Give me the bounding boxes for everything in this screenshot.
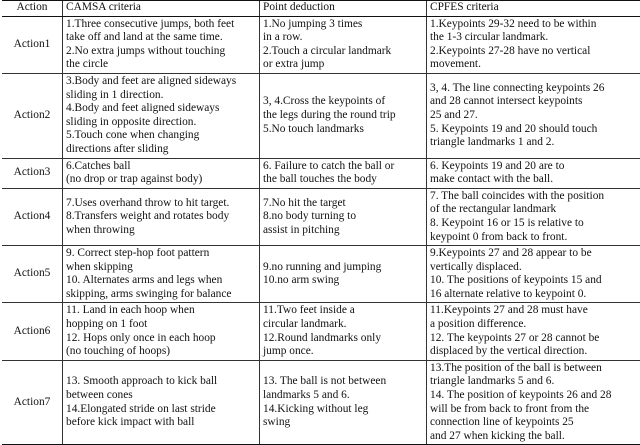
cpfes-line: keypoint 0 from back to front.	[430, 231, 640, 245]
cpfes-line: and 27 when kicking the ball.	[430, 430, 640, 444]
table-row	[2, 158, 640, 188]
cpfes-cell	[427, 158, 640, 188]
cpfes-line: 2.Keypoints 27-28 have no vertical	[430, 45, 640, 59]
table-row	[2, 246, 640, 303]
deduction-cell	[260, 188, 427, 245]
deduction-line: assist in pitching	[263, 224, 423, 238]
camsa-cell	[63, 188, 260, 245]
camsa-line: sliding in 1 direction.	[66, 89, 256, 103]
cpfes-line: 5. Keypoints 19 and 20 should touch	[430, 123, 640, 137]
camsa-line: take off and land at the same time.	[66, 31, 256, 45]
cpfes-line: 13.The position of the ball is between	[430, 362, 640, 376]
deduction-line: in a row.	[263, 31, 423, 45]
action-cell: Action4	[2, 188, 63, 245]
cpfes-line: 25 and 27.	[430, 109, 640, 123]
table-header	[2, 1, 640, 17]
camsa-line: 14.Elongated stride on last stride	[66, 403, 256, 417]
deduction-cell	[260, 360, 427, 445]
deduction-line: the legs during the round trip	[263, 109, 423, 123]
camsa-line: skipping, arms swinging for balance	[66, 288, 256, 302]
deduction-line: circular landmark.	[263, 318, 423, 332]
cpfes-line: triangle landmarks 1 and 2.	[430, 136, 640, 150]
camsa-line: 4.Body and feet aligned sideways	[66, 102, 256, 116]
cpfes-line: 7. The ball coincides with the position	[430, 190, 640, 204]
deduction-cell	[260, 73, 427, 158]
deduction-cell	[260, 16, 427, 73]
camsa-cell	[63, 246, 260, 303]
camsa-line: 8.Transfers weight and rotates body	[66, 210, 256, 224]
cpfes-line: 1.Keypoints 29-32 need to be within	[430, 18, 640, 32]
deduction-line: 13. The ball is not between	[263, 375, 423, 389]
camsa-cell	[63, 158, 260, 188]
deduction-cell	[260, 303, 427, 360]
cpfes-line: displaced by the vertical direction.	[430, 345, 640, 359]
camsa-line: when throwing	[66, 224, 256, 238]
camsa-line: 7.Uses overhand throw to hit target.	[66, 197, 256, 211]
cpfes-line: of the rectangular landmark	[430, 203, 640, 217]
action-cell: Action6	[2, 303, 63, 360]
camsa-line: 6.Catches ball	[66, 160, 256, 174]
deduction-line: 1.No jumping 3 times	[263, 18, 423, 32]
header-camsa: CAMSA criteria	[63, 1, 260, 17]
deduction-line: 8.no body turning to	[263, 210, 423, 224]
criteria-table	[2, 0, 640, 445]
header-cpfes: CPFES criteria	[427, 1, 640, 17]
deduction-line: 5.No touch landmarks	[263, 123, 423, 137]
camsa-line: before kick impact with ball	[66, 416, 256, 430]
deduction-line: the ball touches the body	[263, 173, 423, 187]
cpfes-line: 3, 4. The line connecting keypoints 26	[430, 82, 640, 96]
camsa-line: 5.Touch cone when changing	[66, 129, 256, 143]
cpfes-line: the 1-3 circular landmark.	[430, 31, 640, 45]
camsa-line: hopping on 1 foot	[66, 318, 256, 332]
cpfes-line: 11.Keypoints 27 and 28 must have	[430, 304, 640, 318]
camsa-line: sliding in opposite direction.	[66, 116, 256, 130]
deduction-line: 7.No hit the target	[263, 197, 423, 211]
deduction-line: 2.Touch a circular landmark	[263, 45, 423, 59]
cpfes-cell	[427, 360, 640, 445]
header-row	[2, 1, 640, 17]
deduction-cell	[260, 158, 427, 188]
cpfes-line: 10. The positions of keypoints 15 and	[430, 274, 640, 288]
camsa-line: 13. Smooth approach to kick ball	[66, 375, 256, 389]
camsa-line: directions after sliding	[66, 143, 256, 157]
cpfes-line: 6. Keypoints 19 and 20 are to	[430, 160, 640, 174]
table-body	[2, 16, 640, 445]
camsa-line: between cones	[66, 389, 256, 403]
action-cell: Action1	[2, 16, 63, 73]
camsa-cell	[63, 360, 260, 445]
camsa-cell	[63, 73, 260, 158]
camsa-line: 11. Land in each hoop when	[66, 304, 256, 318]
deduction-cell	[260, 246, 427, 303]
cpfes-line: triangle landmarks 5 and 6.	[430, 375, 640, 389]
deduction-line: landmarks 5 and 6.	[263, 389, 423, 403]
deduction-line: 11.Two feet inside a	[263, 304, 423, 318]
action-cell: Action2	[2, 73, 63, 158]
cpfes-cell	[427, 188, 640, 245]
deduction-line: jump once.	[263, 345, 423, 359]
table-row	[2, 188, 640, 245]
camsa-line: 9. Correct step-hop foot pattern	[66, 247, 256, 261]
table-row	[2, 303, 640, 360]
deduction-line: 10.no arm swing	[263, 274, 423, 288]
deduction-line: swing	[263, 416, 423, 430]
cpfes-cell	[427, 246, 640, 303]
action-cell: Action5	[2, 246, 63, 303]
cpfes-cell	[427, 73, 640, 158]
cpfes-line: 12. The keypoints 27 or 28 cannot be	[430, 332, 640, 346]
action-cell: Action3	[2, 158, 63, 188]
cpfes-line: vertically displaced.	[430, 261, 640, 275]
camsa-line: 1.Three consecutive jumps, both feet	[66, 18, 256, 32]
deduction-line: 6. Failure to catch the ball or	[263, 160, 423, 174]
deduction-line: 3, 4.Cross the keypoints of	[263, 95, 423, 109]
cpfes-line: will be from back to front from the	[430, 403, 640, 417]
camsa-line: 2.No extra jumps without touching	[66, 45, 256, 59]
table-row	[2, 73, 640, 158]
camsa-line: 10. Alternates arms and legs when	[66, 274, 256, 288]
action-cell: Action7	[2, 360, 63, 445]
cpfes-line: movement.	[430, 58, 640, 72]
table-row	[2, 16, 640, 73]
camsa-cell	[63, 303, 260, 360]
header-action: Action	[2, 1, 63, 17]
camsa-line: (no drop or trap against body)	[66, 173, 256, 187]
cpfes-line: and 28 cannot intersect keypoints	[430, 95, 640, 109]
cpfes-line: connection line of keypoints 25	[430, 416, 640, 430]
camsa-line: when skipping	[66, 261, 256, 275]
camsa-line: the circle	[66, 58, 256, 72]
cpfes-line: make contact with the ball.	[430, 173, 640, 187]
deduction-line: 12.Round landmarks only	[263, 332, 423, 346]
header-deduction: Point deduction	[260, 1, 427, 17]
cpfes-line: 8. Keypoint 16 or 15 is relative to	[430, 217, 640, 231]
cpfes-line: 14. The position of keypoints 26 and 28	[430, 389, 640, 403]
camsa-line: 3.Body and feet are aligned sideways	[66, 75, 256, 89]
camsa-line: 12. Hops only once in each hoop	[66, 332, 256, 346]
cpfes-line: a position difference.	[430, 318, 640, 332]
camsa-cell	[63, 16, 260, 73]
deduction-line: 9.no running and jumping	[263, 261, 423, 275]
cpfes-cell	[427, 16, 640, 73]
cpfes-cell	[427, 303, 640, 360]
deduction-line: 14.Kicking without leg	[263, 403, 423, 417]
camsa-line: (no touching of hoops)	[66, 345, 256, 359]
cpfes-line: 16 alternate relative to keypoint 0.	[430, 288, 640, 302]
cpfes-line: 9.Keypoints 27 and 28 appear to be	[430, 247, 640, 261]
table-row	[2, 360, 640, 445]
deduction-line: or extra jump	[263, 58, 423, 72]
